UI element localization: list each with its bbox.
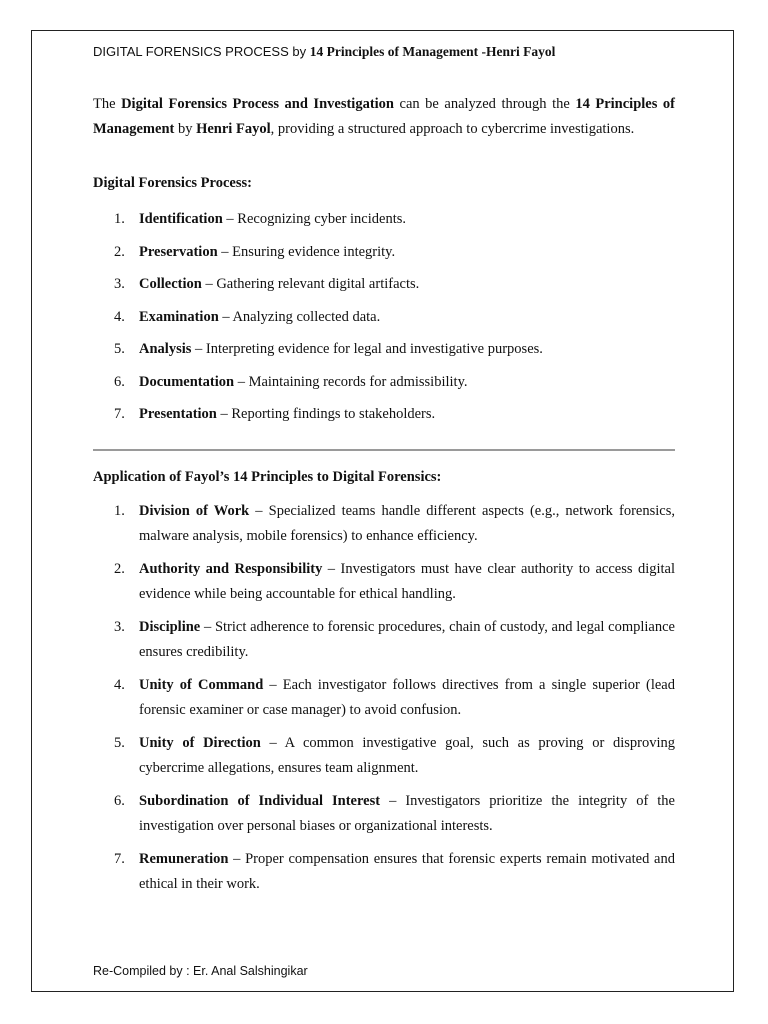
title-part2: 14 Principles of Management -Henri Fayol: [309, 44, 556, 59]
item-desc: – Gathering relevant digital artifacts.: [201, 276, 420, 292]
title-by: by: [288, 44, 310, 59]
item-term: Examination: [139, 308, 219, 325]
item-number: 5.: [114, 735, 125, 751]
item-number: 5.: [114, 341, 125, 357]
item-number: 3.: [114, 619, 125, 635]
intro-text: by: [174, 121, 197, 137]
intro-text: The: [93, 96, 122, 112]
item-number: 6.: [114, 793, 125, 809]
list-item: [93, 337, 675, 362]
process-heading: Digital Forensics Process:: [93, 175, 252, 191]
item-term: Identification: [139, 211, 223, 227]
item-desc: – Analyzing collected data.: [218, 308, 381, 325]
intro-text: , providing a structured approach to cybercrime investigations.: [270, 121, 635, 137]
section-divider: [93, 449, 675, 451]
item-desc: – Maintaining records for admissibility.: [234, 373, 468, 390]
item-number: 2.: [114, 243, 125, 260]
item-number: 1.: [114, 211, 125, 227]
list-item: [93, 305, 675, 330]
item-number: 6.: [114, 373, 125, 390]
item-desc: – Strict adherence to forensic procedures, chain of custody, and legal compliance ensures credibility.: [139, 619, 675, 660]
intro-bold: Henri Fayol: [196, 121, 271, 137]
item-desc: – Interpreting evidence for legal and investigative purposes.: [191, 341, 543, 357]
item-number: 3.: [114, 276, 125, 292]
item-term: Documentation: [139, 373, 235, 390]
list-item: [93, 240, 675, 265]
item-term: Division of Work: [139, 503, 250, 519]
item-term: Subordination of Individual Interest: [139, 793, 381, 809]
list-item: [93, 673, 675, 723]
item-term: Remuneration: [139, 851, 229, 867]
intro-bold: 14 Principles of Management: [93, 96, 675, 137]
item-desc: – Ensuring evidence integrity.: [217, 243, 396, 260]
item-term: Presentation: [139, 406, 217, 422]
intro-text: can be analyzed through the: [394, 96, 576, 112]
item-number: 7.: [114, 406, 125, 422]
list-item: [93, 207, 675, 232]
list-item: [93, 272, 675, 297]
item-term: Preservation: [139, 243, 218, 260]
intro-bold: Digital Forensics Process and Investigation: [121, 96, 394, 112]
list-item: [93, 370, 675, 395]
process-list: [93, 207, 675, 427]
item-number: 4.: [114, 677, 125, 693]
item-desc: – A common investigative goal, such as proving or disproving cybercrime allegations, ensures team alignment.: [139, 735, 675, 776]
list-item: [93, 615, 675, 665]
footer-credit: Re-Compiled by : Er. Anal Salshingikar: [93, 964, 308, 978]
item-term: Unity of Command: [139, 677, 264, 693]
item-desc: – Each investigator follows directives from a single superior (lead forensic examiner or case manager) to avoid confusion.: [139, 677, 675, 718]
item-desc: – Investigators prioritize the integrity of the investigation over personal biases or organizational interests.: [139, 793, 675, 834]
item-term: Authority and Responsibility: [139, 561, 323, 577]
item-desc: – Recognizing cyber incidents.: [222, 211, 406, 227]
item-term: Unity of Direction: [139, 735, 261, 751]
document-title: [93, 44, 555, 60]
list-item: [93, 557, 675, 607]
list-item: [93, 499, 675, 549]
item-number: 4.: [114, 308, 125, 325]
list-item: [93, 402, 675, 427]
list-item: [93, 847, 675, 897]
item-desc: – Investigators must have clear authority to access digital evidence while being accountable for ethical handling.: [139, 561, 676, 602]
item-desc: – Reporting findings to stakeholders.: [216, 406, 436, 422]
principles-list: [93, 499, 675, 897]
item-number: 7.: [114, 851, 125, 867]
list-item: [93, 789, 675, 839]
item-number: 1.: [114, 503, 125, 519]
title-part1: DIGITAL FORENSICS PROCESS: [93, 44, 289, 59]
list-item: [93, 731, 675, 781]
item-number: 2.: [114, 561, 125, 577]
item-desc: – Specialized teams handle different aspects (e.g., network forensics, malware analysis, mobile forensics) to enhance efficiency.: [139, 503, 675, 544]
item-term: Discipline: [139, 619, 201, 635]
intro-paragraph: [93, 92, 675, 142]
item-desc: – Proper compensation ensures that forensic experts remain motivated and ethical in their work.: [139, 851, 675, 892]
item-term: Collection: [139, 276, 202, 292]
principles-heading: Application of Fayol’s 14 Principles to Digital Forensics:: [93, 469, 442, 485]
item-term: Analysis: [139, 341, 192, 357]
